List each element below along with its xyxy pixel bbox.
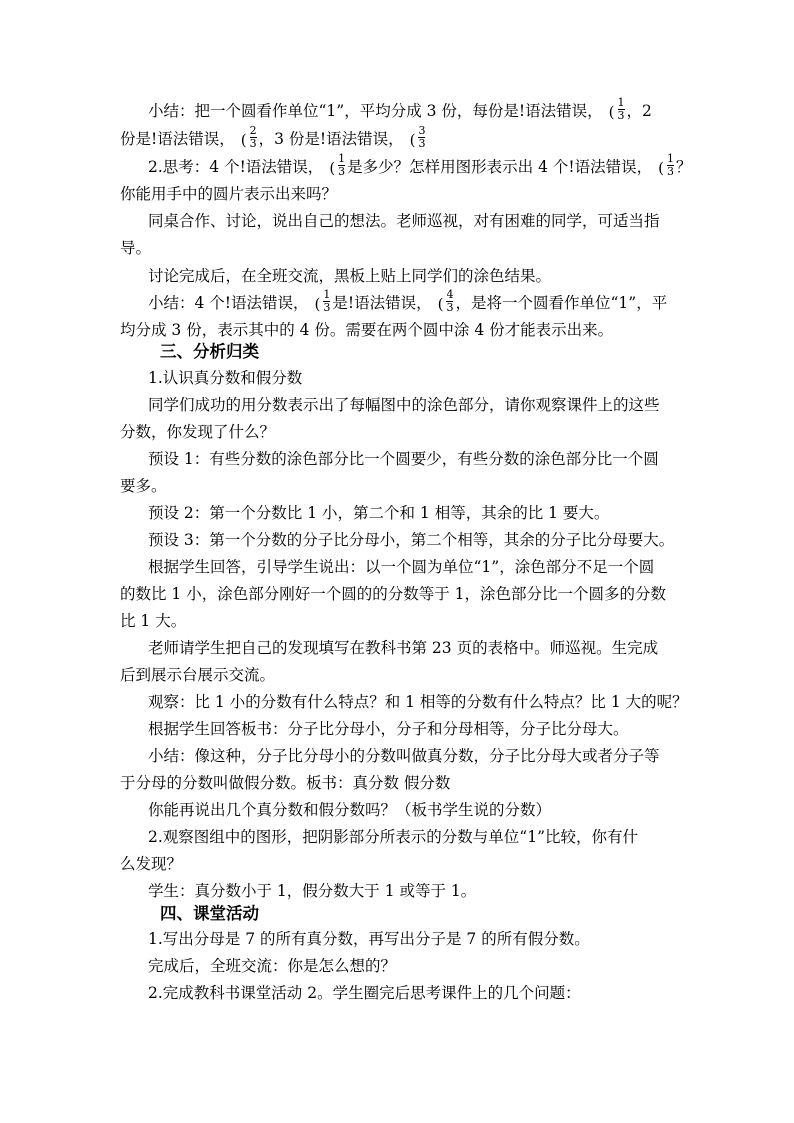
bracket-glyph: ( <box>437 295 444 313</box>
section3-line: 根据学生回答，引导学生说出：以一个圆为单位“1”，涂色部分不足一个圆 <box>148 558 655 576</box>
think-line1 <box>148 152 692 179</box>
section3-line: 分数，你发现了什么？ <box>120 423 276 441</box>
text: 份是!语法错误， <box>120 130 235 148</box>
text: 是!语法错误， <box>332 294 432 312</box>
numerator: 1 <box>323 288 331 301</box>
denominator: 3 <box>249 137 257 150</box>
section4-line: 完成后，全班交流：你是怎么想的？ <box>148 957 397 975</box>
numerator: 1 <box>666 152 674 165</box>
section3-line: 小结：像这种，分子比分母小的分数叫做真分数，分子比分母大或者分子等 <box>148 747 660 765</box>
section3-line: 你能再说出几个真分数和假分数吗？（板书学生说的分数） <box>148 801 552 819</box>
denominator: 3 <box>446 301 454 314</box>
summary2-line1 <box>148 288 668 315</box>
bracket-glyph: ( <box>314 295 321 313</box>
numerator: 1 <box>617 96 625 109</box>
section4-line: 1.写出分母是 7 的所有真分数，再写出分子是 7 的所有假分数。 <box>148 930 590 948</box>
section4-line: 2.完成教科书课堂活动 2。学生圈完后思考课件上的几个问题： <box>148 984 581 1002</box>
bracket-glyph: ( <box>608 103 615 121</box>
summary1-line1 <box>148 96 652 123</box>
text: 2.思考：4 个!语法错误， <box>148 158 324 176</box>
denominator: 3 <box>338 165 346 178</box>
text: ，是将一个圆看作单位“1”，平 <box>455 294 668 312</box>
bracket-glyph: ( <box>240 131 247 149</box>
text: ，3 份是!语法错误， <box>258 130 404 148</box>
text: 是多少？怎样用图形表示出 4 个!语法错误， <box>347 158 653 176</box>
paragraph-cooperate: 同桌合作、讨论，说出自己的想法。老师巡视，对有困难的同学，可适当指 <box>148 212 660 230</box>
section-heading-4: 四、课堂活动 <box>160 904 259 923</box>
section3-line: 根据学生回答板书：分子比分母小，分子和分母相等，分子比分母大。 <box>148 720 629 738</box>
denominator: 3 <box>323 301 331 314</box>
fraction <box>446 289 453 313</box>
text: ，2 <box>626 102 652 120</box>
section3-line: 的数比 1 小，涂色部分刚好一个圆的的分数等于 1，涂色部分比一个圆多的分数 <box>120 585 667 603</box>
think-line2: 你能用手中的圆片表示出来吗？ <box>120 185 338 203</box>
denominator: 3 <box>617 109 625 122</box>
denominator: 3 <box>666 165 674 178</box>
paragraph-cooperate-cont: 导。 <box>120 239 152 257</box>
numerator: 1 <box>338 152 346 165</box>
bracket-glyph: ( <box>329 159 336 177</box>
bracket-glyph: ( <box>409 131 416 149</box>
section3-line: 于分母的分数叫做假分数。板书：真分数 假分数 <box>120 774 451 792</box>
summary2-line2: 均分成 3 份，表示其中的 4 份。需要在两个圆中涂 4 份才能表示出来。 <box>120 321 614 339</box>
section3-line: 预设 1：有些分数的涂色部分比一个圆要少，有些分数的涂色部分比一个圆 <box>148 450 659 468</box>
fraction <box>667 153 674 177</box>
bracket-glyph: ( <box>658 159 664 177</box>
numerator: 3 <box>418 124 426 137</box>
text: ？ <box>675 158 692 176</box>
fraction <box>338 153 345 177</box>
section3-line: 后到展示台展示交流。 <box>120 666 276 684</box>
section3-line: 要多。 <box>120 477 167 495</box>
fraction <box>250 125 257 149</box>
section3-line: 学生：真分数小于 1，假分数大于 1 或等于 1。 <box>148 882 477 900</box>
numerator: 2 <box>249 124 257 137</box>
summary1-line2 <box>120 124 427 151</box>
section-heading-3: 三、分析归类 <box>160 342 259 361</box>
denominator: 3 <box>418 137 426 150</box>
text: 小结：把一个圆看作单位“1”，平均分成 3 份，每份是!语法错误， <box>148 102 603 120</box>
section3-line: 预设 2：第一个分数比 1 小，第二个和 1 相等，其余的比 1 要大。 <box>148 504 610 522</box>
text: 小结：4 个!语法错误， <box>148 294 309 312</box>
fraction <box>323 289 330 313</box>
fraction <box>418 125 425 149</box>
section3-line: 同学们成功的用分数表示出了每幅图中的涂色部分，请你观察课件上的这些 <box>148 396 660 414</box>
section3-line: 观察：比 1 小的分数有什么特点？和 1 相等的分数有什么特点？比 1 大的呢？ <box>148 693 688 711</box>
fraction <box>618 97 625 121</box>
section3-line: 2.观察图组中的图形，把阴影部分所表示的分数与单位“1”比较，你有什 <box>148 828 639 846</box>
paragraph-discuss: 讨论完成后，在全班交流，黑板上贴上同学们的涂色结果。 <box>148 267 552 285</box>
section3-line: 么发现？ <box>120 855 183 873</box>
numerator: 4 <box>446 288 454 301</box>
section3-line: 比 1 大。 <box>120 612 187 630</box>
section3-line: 预设 3：第一个分数的分子比分母小，第二个相等，其余的分子比分母要大。 <box>148 531 675 549</box>
section3-line: 1.认识真分数和假分数 <box>148 369 303 387</box>
section3-line: 老师请学生把自己的发现填写在教科书第 23 页的表格中。师巡视。生完成 <box>148 639 659 657</box>
